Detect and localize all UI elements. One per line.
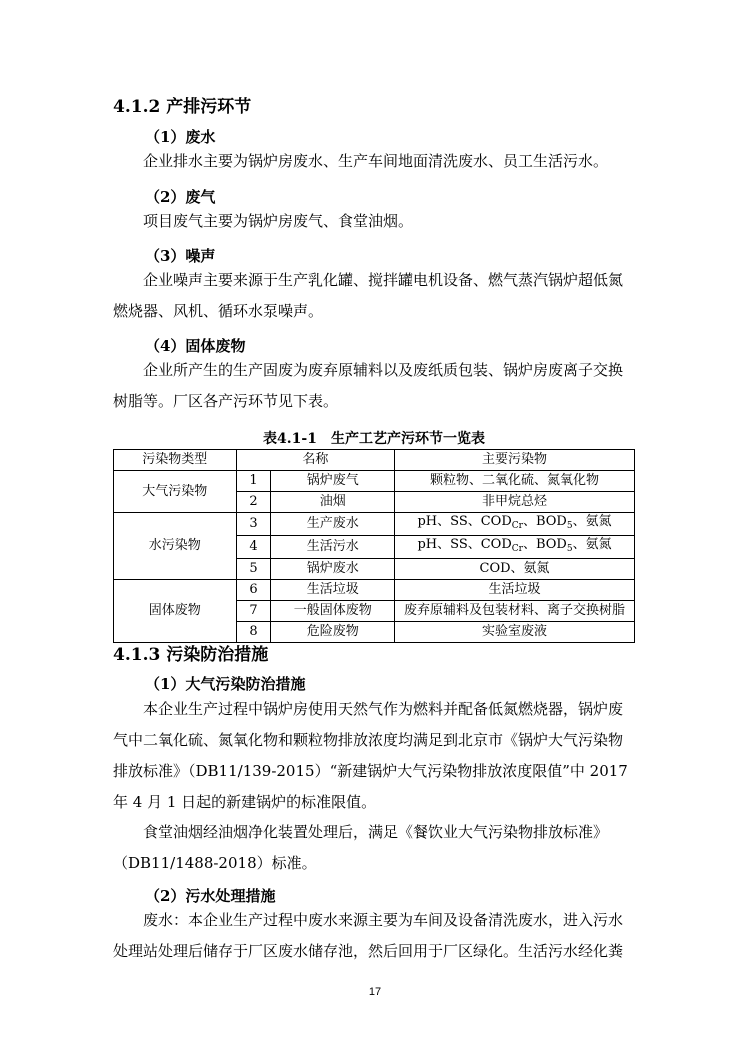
paragraph-air-measures: [113, 694, 633, 818]
text-line: （DB11/1488-2018）标准。: [113, 854, 317, 872]
pollutant-cell: COD、氨氮: [395, 559, 635, 580]
heading-noise: （3）噪声: [145, 247, 216, 265]
text-line: 项目废气主要为锅炉房废气、食堂油烟。: [143, 212, 414, 230]
number-cell: 6: [236, 580, 271, 601]
text-line: 气中二氧化硫、氮氧化物和颗粒物排放浓度均满足到北京市《锅炉大气污染物: [113, 731, 624, 749]
text-line: 年 4 月 1 日起的新建锅炉的标准限值。: [113, 793, 377, 811]
heading-sewage-measures: （2）污水处理措施: [145, 887, 276, 905]
name-cell: 锅炉废气: [271, 471, 395, 492]
text-line: 本企业生产过程中锅炉房使用天然气作为燃料并配备低氮燃烧器，锅炉废: [143, 700, 624, 718]
number-cell: 4: [236, 536, 271, 559]
name-cell: 锅炉废水: [271, 559, 395, 580]
table-row: [114, 580, 635, 601]
header-cell: 名称: [236, 450, 395, 471]
paragraph-gas: [113, 206, 633, 237]
pollutant-cell: pH、SS、$COD_{Cr}$、$BOD_5$、氨氮: [395, 513, 635, 536]
text-line: 企业所产生的生产固废为废弃原辅料以及废纸质包装、锅炉房废离子交换: [143, 361, 624, 379]
table-caption: 表4.1-1 生产工艺产污环节一览表: [263, 431, 485, 447]
text-line: 树脂等。厂区各产污环节见下表。: [113, 392, 339, 410]
text-line: 排放标准》（DB11/139-2015）“新建锅炉大气污染物排放浓度限值”中 2017: [113, 762, 628, 780]
number-cell: 8: [236, 622, 271, 643]
pollutant-cell: 生活垃圾: [395, 580, 635, 601]
text-line: 食堂油烟经油烟净化装置处理后，满足《餐饮业大气污染物排放标准》: [143, 823, 609, 841]
name-cell: 油烟: [271, 492, 395, 513]
text-line: 企业排水主要为锅炉房废水、生产车间地面清洗废水、员工生活污水。: [143, 152, 609, 170]
pollutant-cell: 废弃原辅料及包装材料、离子交换树脂: [395, 601, 635, 622]
number-cell: 3: [236, 513, 271, 536]
name-cell: 危险废物: [271, 622, 395, 643]
paragraph-solid-waste: [113, 355, 633, 417]
pollutant-cell: 非甲烷总烃: [395, 492, 635, 513]
pollutant-cell: 颗粒物、二氧化硫、氮氧化物: [395, 471, 635, 492]
name-cell: 生活垃圾: [271, 580, 395, 601]
table-header-row: [114, 450, 635, 471]
group-cell: 固体废物: [114, 580, 237, 643]
paragraph-canteen: [113, 817, 633, 879]
header-cell: 主要污染物: [395, 450, 635, 471]
name-cell: 生活污水: [271, 536, 395, 559]
text-line: 处理站处理后储存于厂区废水储存池，然后回用于厂区绿化。生活污水经化粪: [113, 942, 624, 960]
group-cell: 大气污染物: [114, 471, 237, 513]
heading-solid-waste: （4）固体废物: [145, 337, 246, 355]
heading-gas: （2）废气: [145, 188, 216, 206]
section-title-4-1-3: 4.1.3 污染防治措施: [113, 645, 269, 665]
table-row: [114, 513, 635, 536]
paragraph-sewage: [113, 905, 633, 967]
section-title-4-1-2: 4.1.2 产排污环节: [113, 97, 252, 117]
heading-wastewater: （1）废水: [145, 128, 216, 146]
text-line: 企业噪声主要来源于生产乳化罐、搅拌罐电机设备、燃气蒸汽锅炉超低氮: [143, 271, 624, 289]
pollutant-cell: pH、SS、$COD_{Cr}$、$BOD_5$、氨氮: [395, 536, 635, 559]
name-cell: 一般固体废物: [271, 601, 395, 622]
header-cell: 污染物类型: [114, 450, 237, 471]
heading-air-measures: （1）大气污染防治措施: [145, 675, 306, 693]
table-row: [114, 471, 635, 492]
paragraph-wastewater: [113, 146, 633, 177]
text-line: 燃烧器、风机、循环水泵噪声。: [113, 302, 324, 320]
page-number: 17: [368, 986, 382, 998]
pollutant-cell: 实验室废液: [395, 622, 635, 643]
paragraph-noise: [113, 265, 633, 327]
number-cell: 7: [236, 601, 271, 622]
pollution-table: [113, 449, 635, 643]
name-cell: 生产废水: [271, 513, 395, 536]
text-line: 废水：本企业生产过程中废水来源主要为车间及设备清洗废水，进入污水: [143, 911, 624, 929]
number-cell: 2: [236, 492, 271, 513]
number-cell: 5: [236, 559, 271, 580]
group-cell: 水污染物: [114, 513, 237, 580]
number-cell: 1: [236, 471, 271, 492]
